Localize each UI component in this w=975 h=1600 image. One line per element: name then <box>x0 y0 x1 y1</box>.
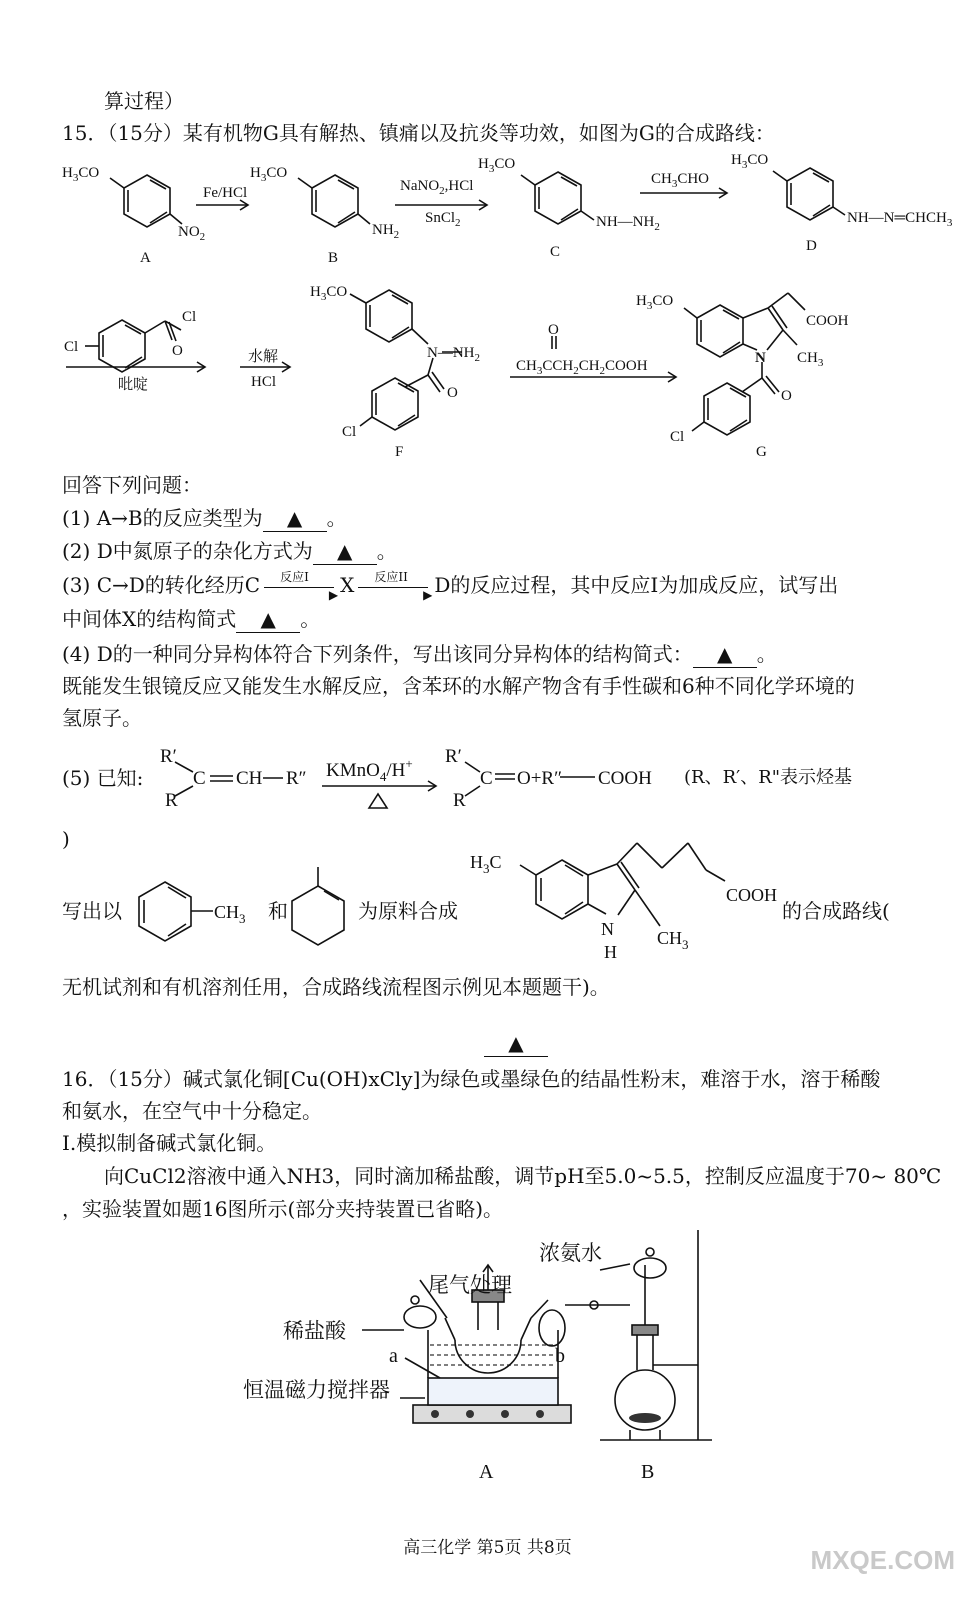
svg-text:Fe/HCl: Fe/HCl <box>203 185 248 201</box>
svg-text:H: H <box>604 942 617 962</box>
answer-blank[interactable]: ▲ <box>236 606 300 633</box>
svg-text:N—NH2: $N—NH_2$ <box>427 345 480 364</box>
reagent-hydrolysis: 水解 <box>248 349 279 365</box>
answer-intro: 回答下列问题： <box>62 473 202 497</box>
label-a: a <box>389 1345 398 1367</box>
svg-text:H3CO: $H_3CO$ <box>478 156 516 175</box>
label-stirrer: 恒温磁力搅拌器 <box>243 1378 390 1402</box>
q15-header: 15．（15分）某有机物G具有解热、镇痛以及抗炎等功效，如图为G的合成路线： <box>62 121 775 145</box>
q15-5-note: (R、R′、R"表示烃基 <box>684 767 853 788</box>
q15-1: (1) A→B的反应类型为 ▲ 。 <box>62 506 347 530</box>
label-D: D <box>806 238 817 254</box>
label-app-B: B <box>641 1461 655 1483</box>
page-footer: 高三化学 第5页 共8页 <box>403 1538 572 1558</box>
svg-text:KMnO4/H+: KMnO$_4$/H+ <box>326 756 413 784</box>
svg-text:N: N <box>601 919 614 939</box>
q15-5-raw: 为原料合成 <box>358 899 458 923</box>
q16-part1: Ⅰ.模拟制备碱式氯化铜。 <box>62 1131 277 1155</box>
reagent-hcl: HCl <box>251 374 277 390</box>
q15-5-last: 无机试剂和有机溶剂任用，合成路线流程图示例见本题题干)。 <box>62 975 610 999</box>
svg-text:H3CO: $H_3CO$ <box>636 293 674 312</box>
svg-text:Cl: Cl <box>64 339 79 355</box>
label-C: C <box>550 244 561 260</box>
svg-text:NO2: $NO_2$ <box>178 224 206 243</box>
watermark: MXQE.COM <box>810 1545 955 1575</box>
svg-text:H3CO: $H_3CO$ <box>731 152 769 171</box>
answer-blank[interactable]: ▲ <box>263 505 327 532</box>
svg-text:COOH: COOH <box>806 313 849 329</box>
label-hcl: 稀盐酸 <box>283 1319 346 1343</box>
label-A: A <box>140 250 151 266</box>
svg-text:SnCl2: SnCl$_2$ <box>425 210 461 229</box>
q16-header: 16．（15分）碱式氯化铜[Cu(OH)xCly]为绿色或墨绿色的结晶性粉末，难溶于水，溶于稀酸 <box>62 1067 881 1091</box>
svg-text:H3CO: $H_3CO$ <box>310 284 348 303</box>
q16-text2: ，实验装置如题16图所示(部分夹持装置已省略)。 <box>62 1197 504 1221</box>
label-app-A: A <box>479 1461 494 1483</box>
svg-text:C: C <box>193 768 206 789</box>
q16-text1: 向CuCl2溶液中通入NH3，同时滴加稀盐酸，调节pH至5.0~5.5，控制反应温度于70~ 80℃ <box>104 1164 942 1188</box>
svg-text:CH3: $CH_3$ <box>657 928 689 952</box>
svg-text:O: O <box>548 322 559 338</box>
q15-3-cont: 中间体X的结构简式 ▲ 。 <box>62 607 321 631</box>
svg-text:R′: R′ <box>445 746 462 767</box>
svg-text:NaNO2,HCl: NaNO$_2$,HCl <box>400 178 474 197</box>
reagent-pyridine: 吡啶 <box>118 377 149 393</box>
svg-text:R: R <box>453 790 466 811</box>
answer-blank-q5[interactable]: ▲ <box>484 1030 548 1057</box>
svg-text:CH3CHO: $CH_3CHO$ <box>651 171 710 190</box>
svg-text:C: C <box>480 768 493 789</box>
svg-text:NH2: $NH_2$ <box>372 222 400 241</box>
continuation-text: 算过程） <box>104 89 184 113</box>
label-ammonia: 浓氨水 <box>539 1241 602 1265</box>
svg-text:CH3: $CH_3$ <box>214 902 246 926</box>
svg-text:R′: R′ <box>160 746 177 767</box>
answer-blank[interactable]: ▲ <box>313 538 377 565</box>
label-G: G <box>756 444 767 460</box>
q15-5-and: 和 <box>268 899 288 923</box>
svg-text:Cl: Cl <box>182 309 197 325</box>
q15-2: (2) D中氮原子的杂化方式为 ▲ 。 <box>62 539 397 563</box>
svg-text:O: O <box>172 343 183 359</box>
answer-blank[interactable]: ▲ <box>693 641 757 668</box>
q15-5-write: 写出以 <box>62 899 122 923</box>
svg-text:H3C: $H_3C$ <box>470 852 502 876</box>
q16-header2: 和氨水，在空气中十分稳定。 <box>62 1099 322 1123</box>
q15-4: (4) D的一种同分异构体符合下列条件，写出该同分异构体的结构简式： ▲ 。 <box>62 642 777 666</box>
q15-4-cond2: 氢原子。 <box>62 706 142 730</box>
q15-5-route: 的合成路线( <box>782 899 890 923</box>
svg-text:Cl: Cl <box>670 429 685 445</box>
svg-text:R″: R″ <box>286 768 307 789</box>
label-b: b <box>555 1345 565 1367</box>
svg-text:NH—N═CHCH3: $NH—N═CHCH_3$ <box>847 210 953 229</box>
svg-text:R: R <box>165 790 178 811</box>
label-F: F <box>395 444 404 460</box>
label-B: B <box>328 250 339 266</box>
svg-text:O+R″: O+R″ <box>517 768 563 789</box>
svg-text:COOH: COOH <box>726 885 778 905</box>
svg-text:H3CO: $H_3CO$ <box>62 165 100 184</box>
svg-text:N: N <box>755 350 766 366</box>
svg-text:COOH: COOH <box>598 768 652 789</box>
svg-text:CH3: $CH_3$ <box>797 350 824 369</box>
label-exhaust: 尾气处理 <box>428 1273 512 1297</box>
q15-4-cond: 既能发生银镜反应又能发生水解反应，含苯环的水解产物含有手性碳和6种不同化学环境的 <box>62 674 855 698</box>
svg-text:O: O <box>781 388 792 404</box>
svg-text:NH—NH2: $NH—NH_2$ <box>596 214 660 233</box>
q15-3: (3) C→D的转化经历C 反应I ▶ X 反应II ▶ D的反应过程，其中反应I为加成反应，试写出 <box>62 570 839 602</box>
svg-text:CH: CH <box>236 768 263 789</box>
svg-text:O: O <box>447 385 458 401</box>
svg-text:H3CO: $H_3CO$ <box>250 165 288 184</box>
svg-text:CH3CCH2CH2COOH: $CH_3CCH_2CH_2COOH$ <box>516 358 648 377</box>
q15-5-known: (5) 已知: <box>62 766 144 790</box>
svg-text:Cl: Cl <box>342 424 357 440</box>
q15-5-close: ) <box>62 827 70 851</box>
